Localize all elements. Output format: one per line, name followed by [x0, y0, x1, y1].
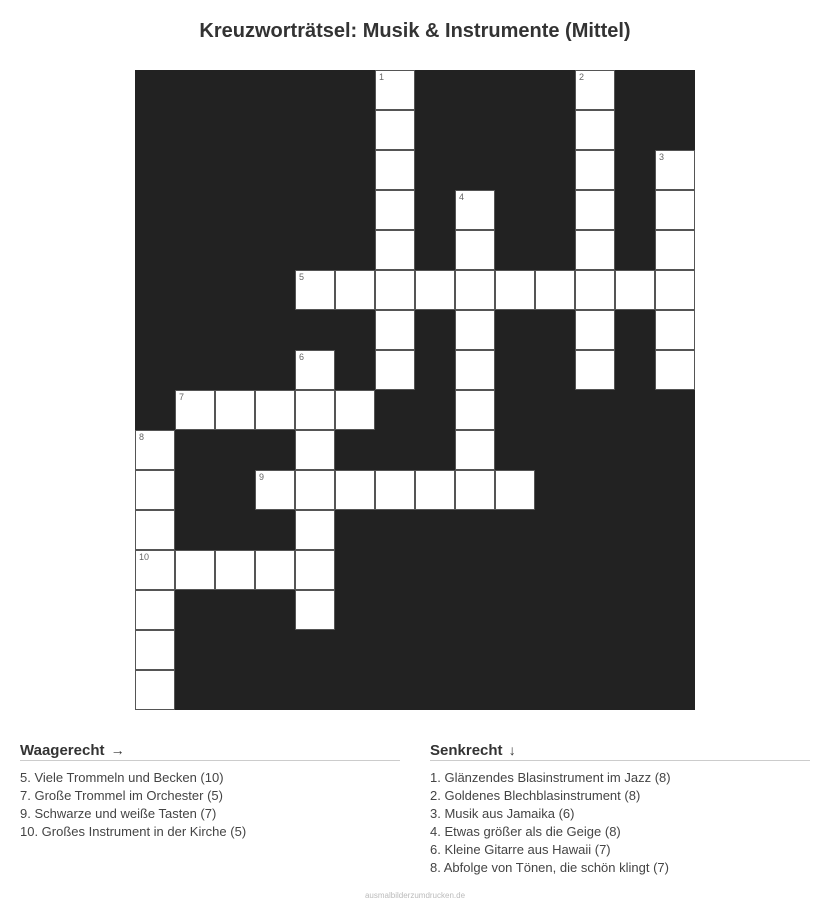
clue-number: 6 [299, 352, 305, 362]
crossword-cell[interactable] [455, 430, 495, 470]
crossword-cell[interactable] [375, 70, 415, 110]
crossword-cell[interactable] [455, 190, 495, 230]
crossword-cell[interactable] [295, 270, 335, 310]
crossword-cell[interactable] [375, 310, 415, 350]
clue-number: 3 [659, 152, 665, 162]
crossword-cell[interactable] [335, 270, 375, 310]
crossword-cell[interactable] [215, 390, 255, 430]
crossword-cell[interactable] [575, 110, 615, 150]
crossword-cell[interactable] [255, 470, 295, 510]
crossword-cell[interactable] [295, 470, 335, 510]
clue-number: 1 [379, 72, 385, 82]
crossword-cell[interactable] [375, 470, 415, 510]
crossword-cell[interactable] [455, 310, 495, 350]
crossword-cell[interactable] [375, 110, 415, 150]
crossword-cell[interactable] [575, 70, 615, 110]
crossword-grid [135, 70, 695, 710]
crossword-cell[interactable] [295, 510, 335, 550]
crossword-cell[interactable] [255, 550, 295, 590]
crossword-cell[interactable] [135, 430, 175, 470]
crossword-cell[interactable] [135, 510, 175, 550]
arrow-right-icon: → [110, 742, 125, 758]
crossword-cell[interactable] [415, 470, 455, 510]
crossword-cell[interactable] [375, 150, 415, 190]
down-clue: 4. Etwas größer als die Geige (8) [430, 824, 621, 839]
crossword-cell[interactable] [175, 550, 215, 590]
clue-number: 2 [579, 72, 585, 82]
crossword-cell[interactable] [135, 470, 175, 510]
crossword-cell[interactable] [375, 190, 415, 230]
across-heading-label: Waagerecht [20, 742, 105, 759]
across-clue-list [20, 769, 400, 841]
crossword-cell[interactable] [655, 150, 695, 190]
crossword-cell[interactable] [655, 230, 695, 270]
across-clue: 7. Große Trommel im Orchester (5) [20, 788, 223, 803]
crossword-cell[interactable] [615, 270, 655, 310]
crossword-cell[interactable] [135, 550, 175, 590]
across-heading [20, 742, 400, 761]
crossword-cell[interactable] [135, 670, 175, 710]
arrow-down-icon: ↓ [508, 742, 516, 758]
footer-credit: ausmalbilderzumdrucken.de [364, 891, 466, 900]
down-clue: 8. Abfolge von Tönen, die schön klingt (7) [430, 860, 669, 875]
crossword-cell[interactable] [295, 550, 335, 590]
clue-number: 5 [299, 272, 305, 282]
crossword-cell[interactable] [335, 390, 375, 430]
down-heading-label: Senkrecht [430, 742, 503, 759]
down-clue: 2. Goldenes Blechblasinstrument (8) [430, 788, 641, 803]
down-clue: 3. Musik aus Jamaika (6) [430, 806, 575, 821]
crossword-cell[interactable] [495, 470, 535, 510]
crossword-cell[interactable] [295, 590, 335, 630]
crossword-cell[interactable] [335, 470, 375, 510]
down-heading [430, 742, 810, 761]
clue-number: 4 [459, 192, 465, 202]
crossword-cell[interactable] [375, 230, 415, 270]
crossword-cell[interactable] [495, 270, 535, 310]
crossword-cell[interactable] [295, 430, 335, 470]
crossword-cell[interactable] [655, 310, 695, 350]
crossword-cell[interactable] [575, 190, 615, 230]
down-clue: 1. Glänzendes Blasinstrument im Jazz (8) [430, 770, 671, 785]
across-clue: 5. Viele Trommeln und Becken (10) [20, 770, 224, 785]
crossword-cell[interactable] [135, 630, 175, 670]
across-clues-section [20, 742, 400, 841]
down-clues-section [430, 742, 810, 877]
crossword-cell[interactable] [575, 270, 615, 310]
crossword-cell[interactable] [455, 390, 495, 430]
crossword-cell[interactable] [575, 150, 615, 190]
page-title: Kreuzworträtsel: Musik & Instrumente (Mittel) [199, 20, 631, 42]
clue-number: 8 [139, 432, 145, 442]
crossword-cell[interactable] [455, 270, 495, 310]
crossword-cell[interactable] [415, 270, 455, 310]
clue-number: 7 [179, 392, 185, 402]
clue-number: 10 [139, 552, 150, 562]
crossword-cell[interactable] [175, 390, 215, 430]
crossword-cell[interactable] [455, 470, 495, 510]
across-clue: 9. Schwarze und weiße Tasten (7) [20, 806, 217, 821]
clue-number: 9 [259, 472, 265, 482]
down-clue-list [430, 769, 810, 877]
crossword-cell[interactable] [655, 350, 695, 390]
crossword-cell[interactable] [375, 350, 415, 390]
crossword-cell[interactable] [575, 350, 615, 390]
crossword-cell[interactable] [655, 190, 695, 230]
crossword-cell[interactable] [215, 550, 255, 590]
crossword-cell[interactable] [575, 230, 615, 270]
down-clue: 6. Kleine Gitarre aus Hawaii (7) [430, 842, 611, 857]
crossword-cell[interactable] [575, 310, 615, 350]
crossword-cell[interactable] [135, 590, 175, 630]
crossword-cell[interactable] [295, 350, 335, 390]
crossword-cell[interactable] [455, 230, 495, 270]
crossword-cell[interactable] [535, 270, 575, 310]
crossword-cell[interactable] [375, 270, 415, 310]
across-clue: 10. Großes Instrument in der Kirche (5) [20, 824, 247, 839]
crossword-cell[interactable] [255, 390, 295, 430]
crossword-cell[interactable] [655, 270, 695, 310]
crossword-cell[interactable] [295, 390, 335, 430]
crossword-cell[interactable] [455, 350, 495, 390]
